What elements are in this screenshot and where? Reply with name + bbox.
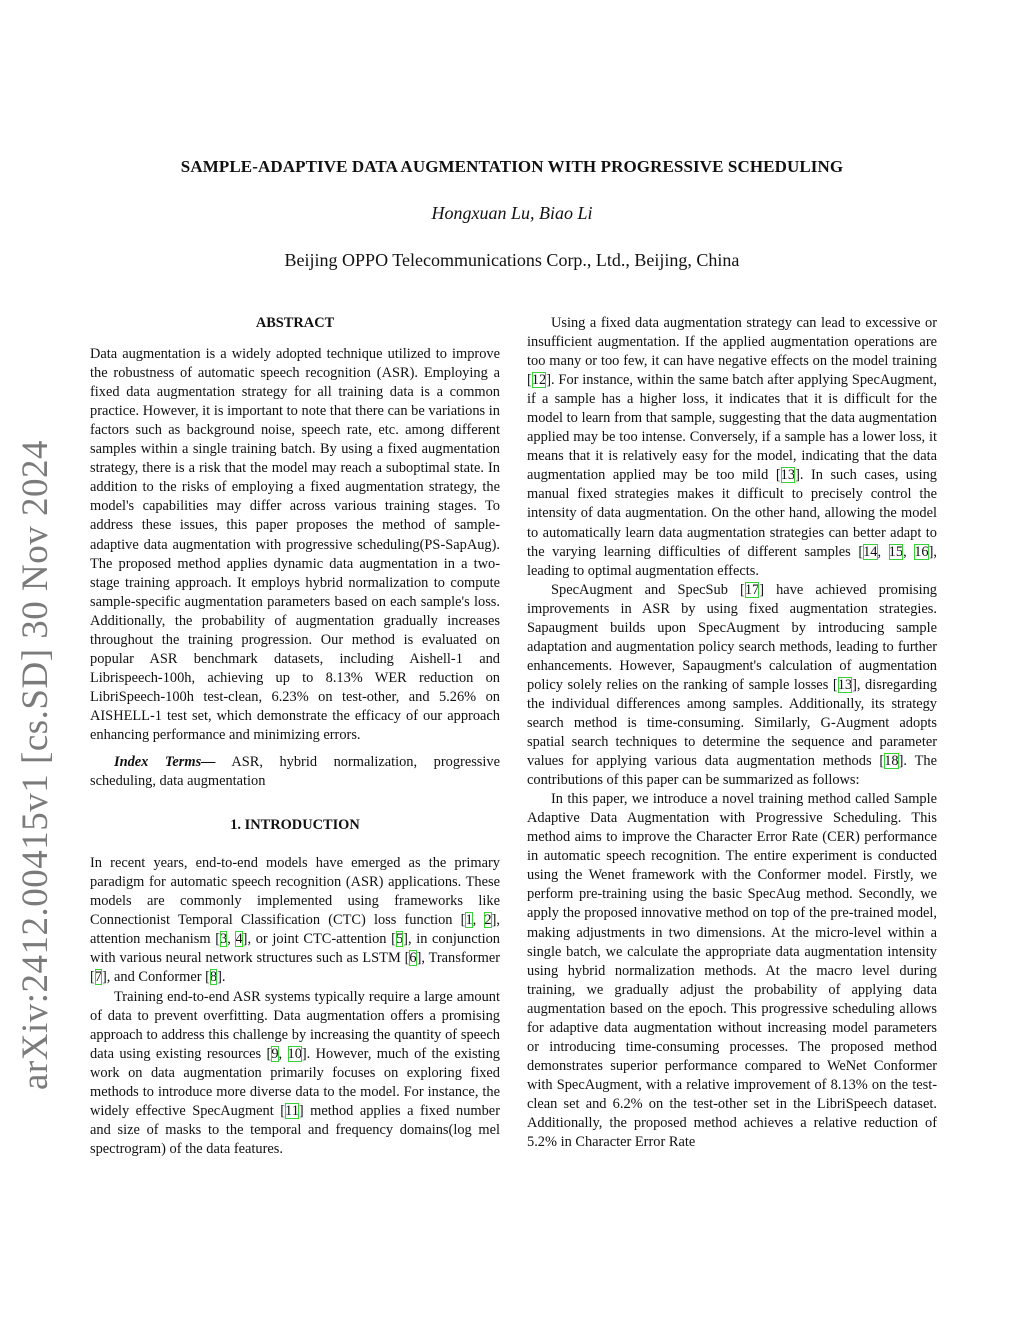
citation-link[interactable]: 13 bbox=[837, 676, 853, 693]
paper-affiliation: Beijing OPPO Telecommunications Corp., Ltd., Beijing, China bbox=[284, 250, 740, 270]
left-column bbox=[90, 314, 500, 1159]
abstract-heading: ABSTRACT bbox=[255, 315, 335, 331]
citation-link[interactable]: 14 bbox=[863, 543, 878, 560]
citation-link[interactable]: 8 bbox=[209, 969, 218, 986]
citation-link[interactable]: 1 bbox=[465, 912, 473, 929]
citation-link[interactable]: 11 bbox=[285, 1102, 299, 1119]
citation-link[interactable]: 2 bbox=[484, 912, 492, 929]
introduction-heading: 1. INTRODUCTION bbox=[230, 817, 360, 834]
citation-link[interactable]: 12 bbox=[531, 372, 547, 389]
citation-link[interactable]: 5 bbox=[395, 931, 404, 948]
paper-title: SAMPLE-ADAPTIVE DATA AUGMENTATION WITH PROGRESSIVE SCHEDULING bbox=[180, 157, 844, 176]
intro-paragraph-1: In recent years, end-to-end models have emerged as the primary paradigm for automatic speech recognition (ASR) applications. These models are commonly implemented using frameworks like Connectionist Temporal Classification (CTC) loss function [1, 2], attention mechanism [3, 4], or joint CTC-attention [5], in conjunction with various neural network structures such as LSTM [6], Transformer [7], and Conformer [8]. bbox=[90, 855, 501, 986]
citation-link[interactable]: 7 bbox=[94, 969, 102, 986]
citation-link[interactable]: 16 bbox=[914, 543, 929, 560]
intro-paragraph-4: SpecAugment and SpecSub [17] have achieved promising improvements in ASR by using fixed augmentation strategies. Sapaugment builds upon SpecAugment by introducing sample adaptation and augmentation policy search methods, leading to further enhancements. However, Sapaugment's calculation of augmentation policy solely relies on the ranking of sample losses [13], disregarding the individual differences among samples. Additionally, its strategy search method is time-consuming. Similarly, G-Augment adopts spatial search techniques to determine the sequence and parameter values for applying various data augmentation methods [18]. The contributions of this paper can be summarized as follows: bbox=[527, 581, 937, 789]
citation-link[interactable]: 18 bbox=[884, 753, 899, 770]
index-terms-label: Index Terms— bbox=[114, 754, 216, 771]
index-terms bbox=[90, 753, 500, 791]
intro-paragraph-2: Training end-to-end ASR systems typically require a large amount of data to prevent overfitting. Data augmentation offers a promising approach to address this challenge by increasing the quantity of speech data using existing resources [9, 10]. However, much of the existing work on data augmentation primarily focuses on exploring fixed methods to introduce more diverse data to the model. For instance, the widely effective SpecAugment [11] method applies a fixed number and size of masks to the temporal and frequency domains(log mel spectrogram) of the data features. bbox=[90, 988, 500, 1157]
intro-paragraph-3: Using a fixed data augmentation strategy can lead to excessive or insufficient augmentation. If the applied augmentation operations are too many or too few, it can have negative effects on the model training [12]. For instance, within the same batch after applying SpecAugment, if a sample has a higher loss, it indicates that it is difficult for the model to learn from that sample, suggesting that the data augmentation applied may be too intense. Conversely, if a sample has a lower loss, it means that it is relatively easy for the model, indicating that the data augmentation applied may be too mild [13]. In such cases, using manual fixed strategies makes it difficult to precisely control the intensity of data augmentation. On the other hand, allowing the model to automatically learn data augmentation strategies can better adapt to the varying learning difficulties of different samples [14, 15, 16], leading to optimal augmentation effects. bbox=[527, 315, 938, 579]
index-terms-text: ASR, hybrid normalization, progressive scheduling, data augmentation bbox=[90, 754, 500, 790]
citation-link[interactable]: 9 bbox=[271, 1045, 279, 1062]
intro-paragraph-5: In this paper, we introduce a novel training method called Sample Adaptive Data Augmentation with Progressive Scheduling. This method aims to improve the Character Error Rate (CER) performance in automatic speech recognition. The entire experiment is conducted using the Wenet framework with the Conformer model. Firstly, we perform pre-training using the basic SpecAug method. Secondly, we apply the proposed innovative method on top of the pre-trained model, making adjustments in two dimensions. At the micro-level within a single batch, we calculate the appropriate data augmentation intensity using hybrid normalization methods. At the macro level during training, we gradually adjust the probability of applying data augmentation based on the epoch. This progressive scheduling allows for adaptive data augmentation without increasing model parameters or introducing time-consuming processes. The proposed method demonstrates superior performance compared to WeNet Conformer with SpecAugment, with a relative improvement of 8.13% on the test-clean set and 6.2% on the test-other set in the LibriSpeech dataset. Additionally, the proposed method achieves a relative reduction of 5.2% in Character Error Rate bbox=[527, 791, 937, 1151]
citation-link[interactable]: 3 bbox=[220, 931, 228, 948]
citation-link[interactable]: 4 bbox=[235, 931, 243, 948]
citation-link[interactable]: 10 bbox=[287, 1045, 302, 1062]
abstract-text: Data augmentation is a widely adopted technique utilized to improve the robustness of automatic speech recognition (ASR). Employing a fixed data augmentation strategy for all training data is a common practice. However, it is important to note that there can be variations in factors such as background noise, speech rate, etc. among different samples within a single training batch. By using a fixed augmentation strategy, there is a risk that the model may reach a suboptimal state. In addition to the risks of employing a fixed augmentation strategy, the model's capabilities may differ across various training stages. To address these issues, this paper proposes the method of sample-adaptive data augmentation with progressive scheduling(PS-SapAug). The proposed method applies dynamic data augmentation in a two-stage training approach. It employs hybrid normalization to compute sample-specific augmentation parameters based on each sample's loss. Additionally, the probability of augmentation gradually increases throughout the training progression. Our method is evaluated on popular ASR benchmark datasets, including Aishell-1 and Librispeech-100h, achieving up to 8.13% WER reduction on LibriSpeech-100h test-clean, 6.23% on test-other, and 5.26% on AISHELL-1 test set, which demonstrate the efficacy of our approach enhancing performance and minimizing errors. bbox=[90, 346, 500, 743]
arxiv-identifier-stamp: arXiv:2412.00415v1 [cs.SD] 30 Nov 2024 bbox=[15, 439, 56, 1090]
paper-authors: Hongxuan Lu, Biao Li bbox=[431, 203, 593, 223]
citation-link[interactable]: 6 bbox=[409, 950, 417, 967]
citation-link[interactable]: 17 bbox=[744, 581, 760, 598]
citation-link[interactable]: 13 bbox=[780, 467, 796, 484]
citation-link[interactable]: 15 bbox=[888, 543, 904, 560]
right-column bbox=[527, 314, 937, 1152]
